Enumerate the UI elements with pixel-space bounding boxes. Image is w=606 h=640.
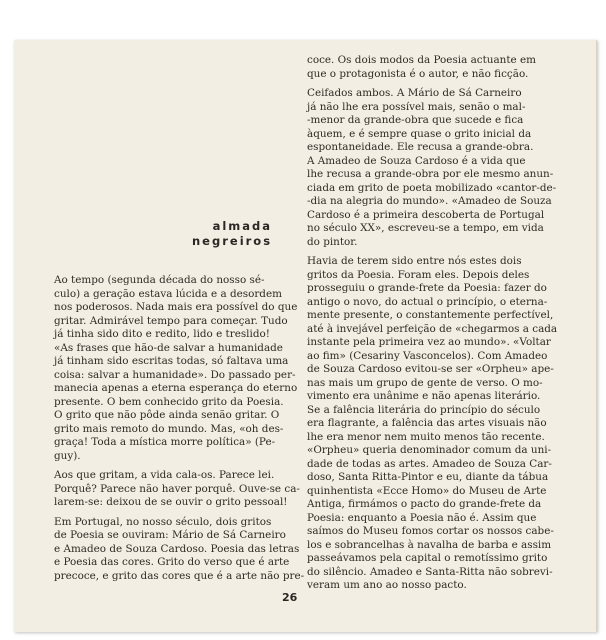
text-line: espontaneidade. Ele recusa a grande-obra. bbox=[307, 141, 534, 153]
text-line: mente presente, o constantemente perfectível, bbox=[307, 309, 554, 321]
text-line: que o protagonista é o autor, e não ficção. bbox=[307, 67, 529, 80]
text-line: -menor da grande-obra que sucede e fica bbox=[307, 114, 524, 126]
text-line: coce. Os dois modos da Poesia actuante em bbox=[307, 54, 536, 66]
text-line: Antiga, firmámos o pacto do grande-frete da bbox=[307, 498, 542, 510]
text-line: larem-se: deixou de se ouvir o grito pessoal! bbox=[54, 496, 288, 508]
text-line: vimento era unânime e não apenas literário. bbox=[307, 390, 541, 402]
text-line: já tinha sido dito e redito, lido e treslido! bbox=[54, 328, 270, 340]
text-line: gritar. Admirável tempo para começar. Tudo bbox=[54, 314, 288, 327]
author-line-1: almada bbox=[212, 219, 272, 233]
author-name bbox=[192, 219, 272, 249]
text-line: guy). bbox=[54, 449, 81, 462]
text-line: O grito que não pôde ainda senão gritar. O bbox=[54, 409, 280, 421]
text-line: Havia de terem sido entre nós estes dois bbox=[307, 255, 522, 267]
text-line: «As frases que hão-de salvar a humanidade bbox=[54, 341, 283, 354]
text-line: Se a falência literária do princípio do século bbox=[307, 403, 541, 416]
text-line: nos poderosos. Nada mais era possível do que bbox=[54, 301, 298, 313]
text-line: manecia apenas a eterna esperança do eterno bbox=[54, 382, 298, 394]
text-line: grito mais remoto do mundo. Mas, «oh des- bbox=[54, 422, 284, 435]
text-line: coisa: salvar a humanidade». Do passado per- bbox=[54, 368, 296, 381]
text-line: dade de todas as artes. Amadeo de Souza Car- bbox=[307, 457, 552, 470]
text-line: ciada em grito de poeta mobilizado «cantor-de- bbox=[307, 181, 557, 194]
text-line: e Poesia das cores. Grito do verso que é arte bbox=[54, 556, 290, 568]
text-line: antigo o novo, do actual o princípio, o eterna- bbox=[307, 295, 548, 308]
text-line: do silêncio. Amadeo e Santa-Ritta não sobrevi- bbox=[307, 565, 553, 578]
text-line: -dia na alegria do mundo». «Amadeo de Souza bbox=[307, 195, 552, 207]
text-line: «Orpheu» queria denominador comum da uni- bbox=[307, 444, 552, 456]
text-line: Poesia: enquanto a Poesia não é. Assim que bbox=[307, 511, 537, 524]
text-line: lhe era menor nem muito menos tão recente. bbox=[307, 430, 545, 443]
text-line: lhe recusa a grande-obra por ele mesmo anun- bbox=[307, 168, 554, 180]
text-line: do pintor. bbox=[307, 235, 358, 248]
text-line: e Amadeo de Souza Cardoso. Poesia das letras bbox=[54, 542, 300, 555]
text-line: instante pela primeira vez ao mundo». «Voltar bbox=[307, 336, 551, 348]
text-line: A Amadeo de Souza Cardoso é a vida que bbox=[307, 154, 526, 167]
text-line: passeávamos pela capital o remotíssimo grito bbox=[307, 552, 548, 564]
text-line: de Souza Cardoso evitou-se ser «Orpheu» ape- bbox=[307, 363, 554, 375]
text-line: Porquê? Parece não haver porquê. Ouve-se ca- bbox=[54, 482, 300, 495]
text-line: culo) a geração estava lúcida e a desordem bbox=[54, 287, 282, 300]
text-line: no século XX», escreveu-se a tempo, em vida bbox=[307, 222, 544, 234]
text-line: àquem, e é sempre quase o grito inicial da bbox=[307, 127, 532, 140]
text-line: los e sobrancelhas à navalha de barba e assim bbox=[307, 538, 552, 551]
text-line: veram um ano ao nosso pacto. bbox=[307, 579, 467, 591]
text-line: saímos do Museu fomos cortar os nossos cabe- bbox=[307, 525, 554, 537]
text-line: já tinham sido escritas todas, só faltava uma bbox=[54, 355, 289, 367]
text-line: nas mais um grupo de gente de verso. O mo- bbox=[307, 376, 543, 389]
text-line: Aos que gritam, a vida cala-os. Parece lei. bbox=[54, 469, 275, 481]
text-line: Cardoso é a primeira descoberta de Portugal bbox=[307, 208, 545, 221]
author-line-2: negreiros bbox=[192, 234, 273, 248]
text-line: até à invejável perfeição de «chegarmos a cada bbox=[307, 322, 558, 335]
text-line: Em Portugal, no nosso século, dois gritos bbox=[54, 515, 272, 528]
text-line: Ao tempo (segunda década do nosso sé- bbox=[54, 274, 265, 286]
text-line: de Poesia se ouviram: Mário de Sá Carneiro bbox=[54, 529, 286, 541]
text-line: gritos da Poesia. Foram eles. Depois deles bbox=[307, 268, 530, 281]
right-text-column bbox=[307, 54, 557, 593]
text-line: Ceifados ambos. A Mário de Sá Carneiro bbox=[307, 87, 522, 99]
text-line: já não lhe era possível mais, senão o mal- bbox=[307, 100, 526, 113]
page-number: 26 bbox=[282, 591, 298, 604]
text-line: precoce, e grito das cores que é a arte não pre- bbox=[54, 569, 305, 582]
text-line: prosseguiu o grande-frete da Poesia: fazer do bbox=[307, 282, 547, 294]
text-line: presente. O bem conhecido grito da Poesia. bbox=[54, 395, 284, 408]
text-line: doso, Santa Ritta-Pintor e eu, diante da tábua bbox=[307, 471, 549, 483]
left-text-column bbox=[54, 274, 304, 583]
text-line: era flagrante, a falência das artes visuais não bbox=[307, 417, 547, 429]
text-line: ao fim» (Cesariny Vasconcelos). Com Amadeo bbox=[307, 349, 548, 362]
text-line: quinhentista «Ecce Homo» do Museu de Arte bbox=[307, 484, 547, 497]
text-line: graça! Toda a mística morre política» (Pe- bbox=[54, 436, 276, 448]
